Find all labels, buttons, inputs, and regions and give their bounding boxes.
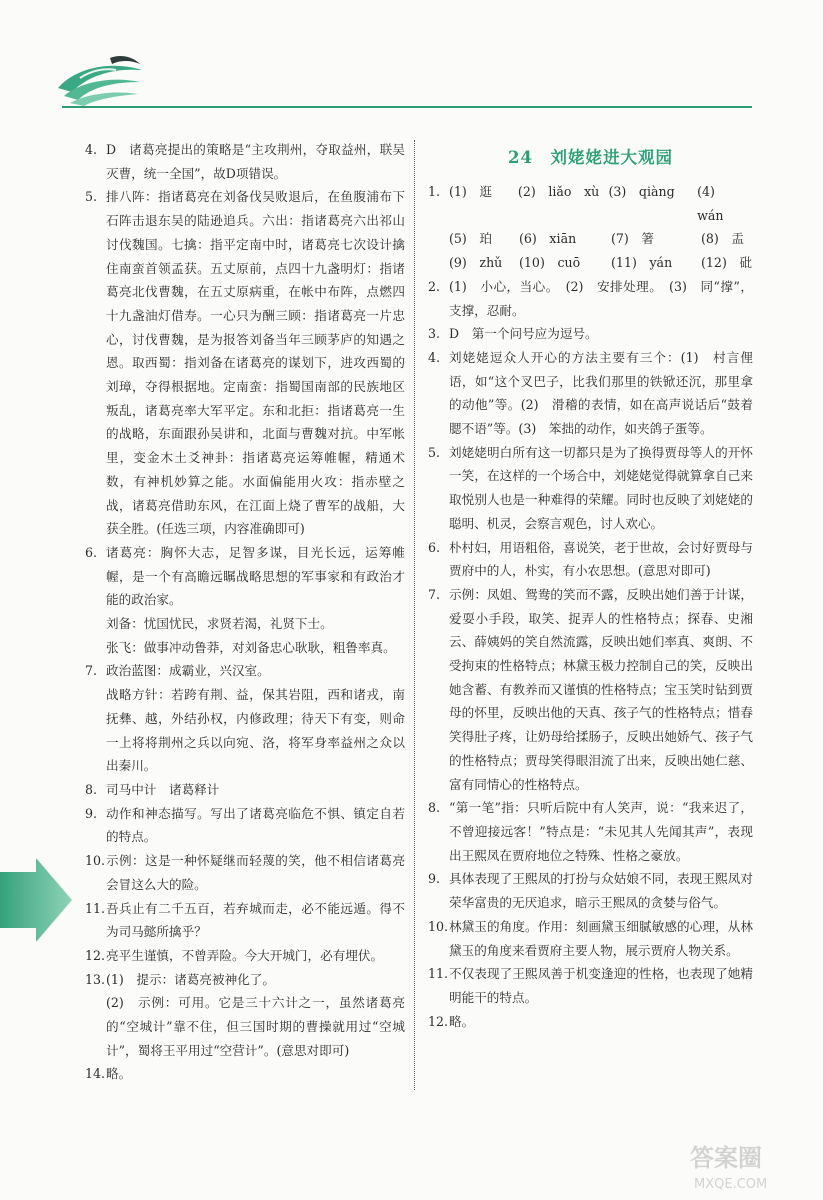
right-answer-column — [428, 138, 753, 1033]
watermark-stamp — [686, 1136, 806, 1196]
answer-item-r5: 5. 刘姥姥明白所有这一切都只是为了换得贾母等人的开怀一笑，在这样的一个场合中，刘姥姥觉得就算拿自己来取悦别人也是一种难得的荣耀。同时也反映了刘姥姥的聪明、机灵，会察言观色，讨人欢心。 — [428, 444, 753, 531]
left-answer-column — [85, 138, 405, 1086]
answer-item-9: 9. 动作和神态描写。写出了诸葛亮临危不惧、镇定自若的特点。 — [85, 805, 405, 845]
answer-item-5: 5. 排八阵：指诸葛亮在刘备伐吴败退后，在鱼腹浦布下石阵击退东吴的陆逊追兵。六出：指诸葛亮六出祁山讨伐魏国。七擒：指平定南中时，诸葛亮七次设计擒住南蛮首领孟获。五丈原前，点四十九盏明灯：指诸葛亮北伐曹魏，在五丈原病重，在帐中布阵，点燃四十九盏油灯借寿。一心只为酬三顾：指诸葛亮一片忠心，讨伐曹魏，是为报答刘备当年三顾茅庐的知遇之恩。取西蜀：指刘备在诸葛亮的谋划下，进攻西蜀的刘璋，夺得根据地。定南蛮：指蜀国南部的民族地区叛乱，诸葛亮率大军平定。东和北拒：指诸葛亮一生的战略，东面跟孙吴讲和，北面与曹魏对抗。中军帐里，变金木土爻神卦：指诸葛亮运筹帷幄，精通术数，有神机妙算之能。水面偏能用火攻：指赤壁之战，诸葛亮借助东风，在江面上烧了曹军的战船，大获全胜。(任选三项，内容准确即可) — [85, 189, 405, 537]
answer-item-10: 10. 示例：这是一种怀疑继而轻蔑的笑，他不相信诸葛亮会冒这么大的险。 — [85, 853, 405, 892]
answer-item-4: 4. D 诸葛亮提出的策略是“主攻荆州，夺取益州，联吴灭曹，统一全国”，故D项错误。 — [85, 142, 405, 181]
answer-item-12: 12. 亮平生谨慎，不曾弄险。今大开城门，必有埋伏。 — [85, 947, 384, 963]
answer-item-r1: 1. (1) 逛 (2) liǎo xù (3) qiàng (4) wán (5) 珀 (6) xiān (7) 箸 (8) 盂 (9) zhǔ (10) cuō (11) yán (12) 砒 — [428, 180, 753, 275]
wave-swoosh-logo-icon — [50, 48, 150, 110]
answer-item-r2: 2. (1) 小心，当心。 (2) 安排处理。 (3) 同“撑”，支撑，忍耐。 — [428, 278, 753, 318]
answer-item-r9: 9. 具体表现了王熙凤的打扮与众姑娘不同，表现王熙凤对荣华富贵的无厌追求，暗示王熙凤的贪婪与俗气。 — [428, 871, 753, 911]
answer-item-r8: 8. “第一笔”指：只听后院中有人笑声，说：“我来迟了，不曾迎接远客！”特点是：“未见其人先闻其声”，表现出王熙凤在贾府地位之特殊、性格之豪放。 — [428, 800, 753, 863]
answer-item-7: 7. 政治蓝图：成霸业，兴汉室。 战略方针：若跨有荆、益，保其岩阻，西和诸戎，南抚彝、越，外结孙权，内修政理；待天下有变，则命一上将将荆州之兵以向宛、洛，将军身率益州之众以出秦川。 — [85, 663, 405, 774]
pinyin-row: (5) 珀 (6) xiān (7) 箸 (8) 盂 — [449, 231, 745, 247]
answer-item-6: 6. 诸葛亮：胸怀大志，足智多谋，目光长远，运筹帷幄，是一个有高瞻远瞩战略思想的军事家和有政治才能的政治家。 刘备：忧国忧民，求贤若渴，礼贤下士。 张飞：做事冲动鲁莽，对刘备忠心耿耿，粗鲁率真。 — [85, 544, 405, 655]
answer-item-r11: 11. 不仅表现了王熙凤善于机变逢迎的性格，也表现了她精明能干的特点。 — [428, 966, 753, 1005]
answer-item-11: 11. 吾兵止有二千五百，若弃城而走，必不能远遁。得不为司马懿所擒乎？ — [85, 900, 405, 940]
answer-item-r4: 4. 刘姥姥逗众人开心的方法主要有三个：(1) 村言俚语，如“这个叉巴子，比我们那里的铁锨还沉，那里拿的动他”等。(2) 滑稽的表情，如在高声说话后“鼓着腮不语”等。(3) 笨拙的动作，如夹鸽子蛋等。 — [428, 349, 753, 437]
answer-item-13: 13. (1) 提示：诸葛亮被神化了。 (2) 示例：可用。它是三十六计之一，虽然诸葛亮的“空城计”靠不住，但三国时期的曹操就用过“空城计”，蜀将王平用过“空营计”。(意思对即可) — [85, 971, 405, 1058]
header-divider — [62, 106, 752, 108]
answer-item-r10: 10. 林黛玉的角度。作用：刻画黛玉细腻敏感的心理，从林黛玉的角度来看贾府主要人物，展示贾府人物关系。 — [428, 918, 753, 958]
watermark-text: 答案圈 — [690, 1144, 762, 1172]
column-divider — [414, 140, 415, 1090]
answer-item-r6: 6. 朴村妇，用语粗俗，喜说笑，老于世故，会讨好贾母与贾府中的人，朴实，有小农思想。(意思对即可) — [428, 539, 753, 579]
watermark-url: MXQE.COM — [694, 1177, 768, 1192]
answer-item-r3: 3. D 第一个问号应为逗号。 — [428, 326, 598, 342]
pinyin-row: (9) zhǔ (10) cuō (11) yán (12) 砒 — [449, 255, 753, 271]
pinyin-row: (1) 逛 (2) liǎo xù (3) qiàng (4) wán — [449, 184, 728, 223]
answer-item-r12: 12. 略。 — [428, 1013, 475, 1029]
answer-item-8: 8. 司马中计 诸葛释计 — [85, 781, 220, 797]
lesson-heading: 24 刘姥姥进大观园 — [508, 148, 673, 167]
answer-item-14: 14. 略。 — [85, 1066, 132, 1082]
answer-item-r7: 7. 示例：凤姐、鸳鸯的笑而不露，反映出她们善于计谋，爱耍小手段，取笑、捉弄人的性格特点；探春、史湘云、薛姨妈的笑自然流露，反映出她们率真、爽朗、不受拘束的性格特点；林黛玉极力控制自己的笑，反映出她含蓄、有教养而又谨慎的性格特点；宝玉笑时钻到贾母的怀里，反映出他的天真、孩子气的性格特点；惜春笑得肚子疼，让奶母给揉肠子，反映出她娇气、孩子气的性格特点；贾母笑得眼泪流了出来，反映出她仁慈、富有同情心的性格特点。 — [428, 586, 753, 792]
page-edge-arrow-icon — [0, 858, 72, 942]
